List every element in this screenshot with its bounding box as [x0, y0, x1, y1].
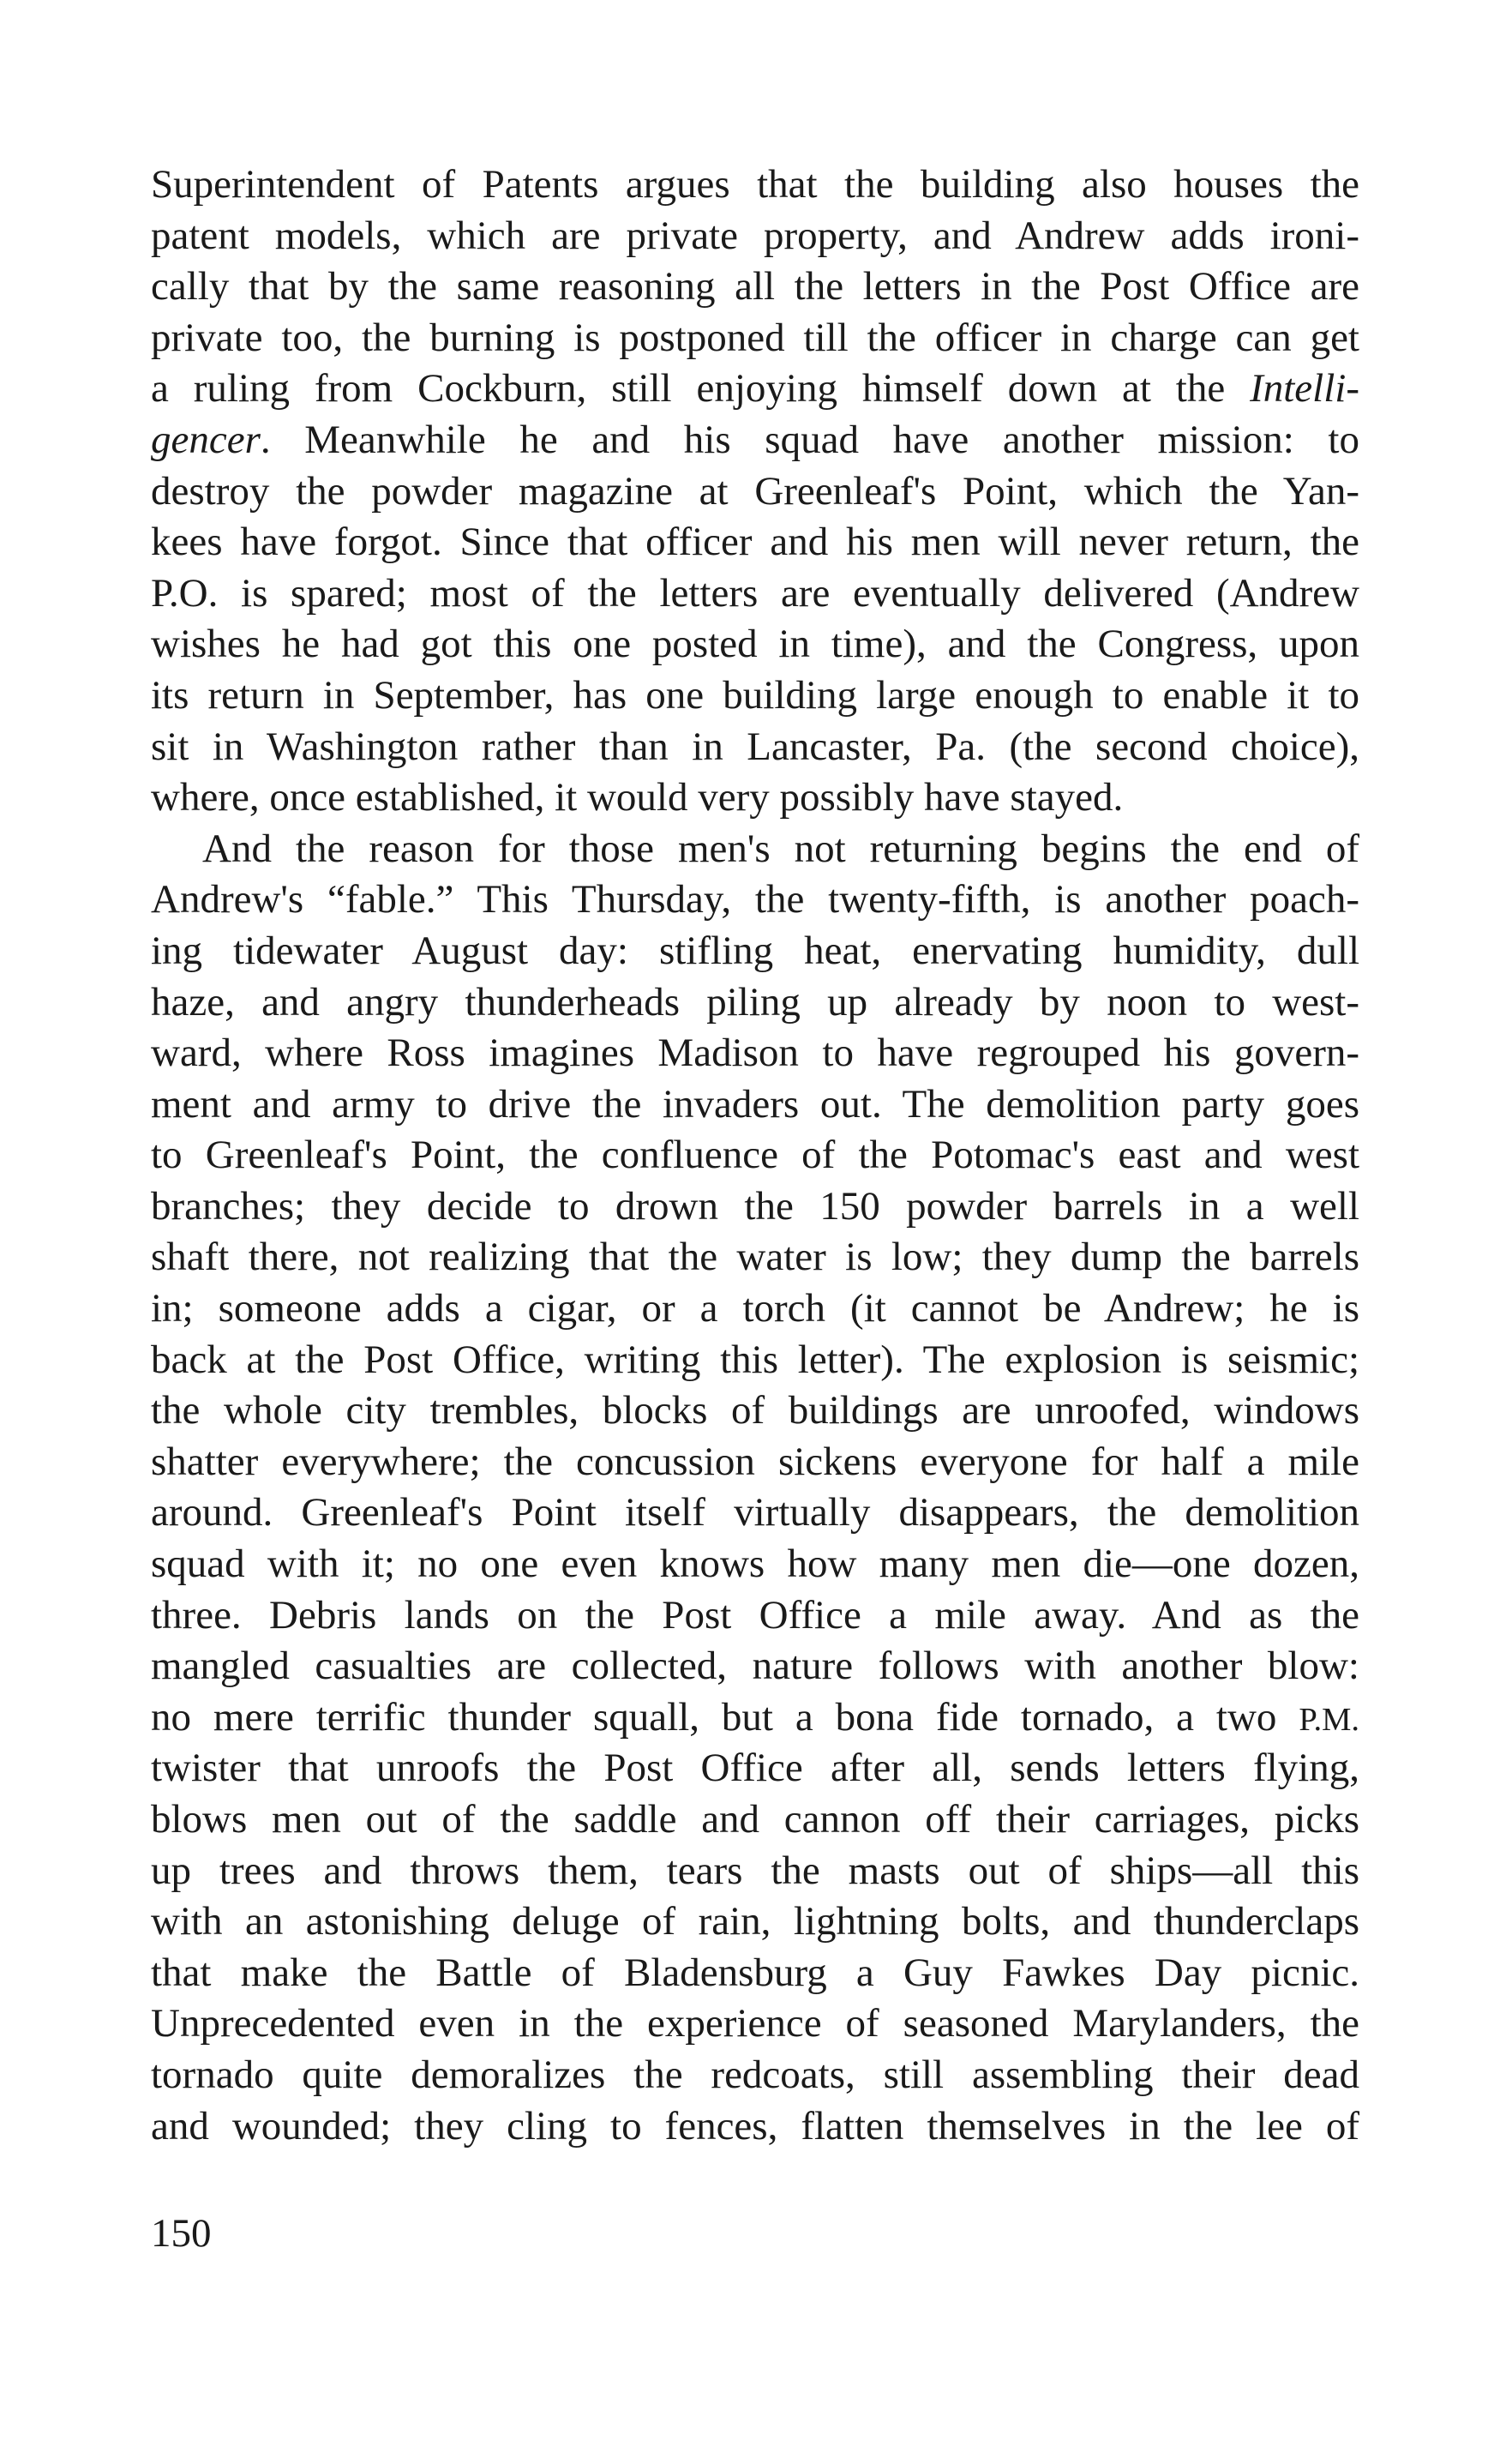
- text-line: shaft there, not realizing that the water is low; they dump the barrels: [151, 1235, 1359, 1280]
- text-line: ing tidewater August day: stifling heat, enervating humidity, dull: [151, 928, 1359, 973]
- text-line: that make the Battle of Bladensburg a Guy Fawkes Day picnic.: [151, 1950, 1359, 1995]
- text-line: ward, where Ross imagines Madison to have regrouped his govern-: [151, 1031, 1359, 1076]
- text-line: no mere terrific thunder squall, but a bona fide tornado, a two P.M.: [151, 1694, 1359, 1740]
- text-line: cally that by the same reasoning all the letters in the Post Office are: [151, 264, 1359, 310]
- text-line: blows men out of the saddle and cannon off their carriages, picks: [151, 1797, 1359, 1842]
- text-line: wishes he had got this one posted in time), and the Congress, upon: [151, 622, 1359, 667]
- text-line: kees have forgot. Since that officer and his men will never return, the: [151, 520, 1359, 565]
- body-text: [151, 159, 1359, 2152]
- text-line: squad with it; no one even knows how many men die—one dozen,: [151, 1542, 1359, 1587]
- text-line: a ruling from Cockburn, still enjoying himself down at the Intelli-: [151, 366, 1359, 412]
- text-line: gencer. Meanwhile he and his squad have another mission: to: [151, 417, 1359, 462]
- text-line: patent models, which are private property, and Andrew adds ironi-: [151, 213, 1359, 258]
- text-line: twister that unroofs the Post Office after all, sends letters flying,: [151, 1746, 1359, 1791]
- text-line: ment and army to drive the invaders out. The demolition party goes: [151, 1081, 1359, 1127]
- text-line: back at the Post Office, writing this letter). The explosion is seismic;: [151, 1337, 1359, 1382]
- text-line: branches; they decide to drown the 150 powder barrels in a well: [151, 1183, 1359, 1229]
- text-line: P.O. is spared; most of the letters are eventually delivered (Andrew: [151, 570, 1359, 616]
- text-line: up trees and throws them, tears the masts out of ships—all this: [151, 1848, 1359, 1893]
- text-line: Unprecedented even in the experience of seasoned Marylanders, the: [151, 2001, 1359, 2046]
- text-line: destroy the powder magazine at Greenleaf's Point, which the Yan-: [151, 468, 1359, 514]
- page-number: 150: [151, 2211, 212, 2256]
- text-line: haze, and angry thunderheads piling up already by noon to west-: [151, 979, 1359, 1025]
- text-line: private too, the burning is postponed till the officer in charge can get: [151, 315, 1359, 360]
- text-line: around. Greenleaf's Point itself virtually disappears, the demolition: [151, 1490, 1359, 1535]
- text-line: where, once established, it would very possibly have stayed.: [151, 775, 1124, 820]
- text-line: Andrew's “fable.” This Thursday, the twenty-fifth, is another poach-: [151, 877, 1359, 922]
- text-line: tornado quite demoralizes the redcoats, still assembling their dead: [151, 2052, 1359, 2097]
- text-line: and wounded; they cling to fences, flatten themselves in the lee of: [151, 2103, 1359, 2148]
- text-line: Superintendent of Patents argues that the building also houses the: [151, 162, 1359, 207]
- text-line: in; someone adds a cigar, or a torch (it cannot be Andrew; he is: [151, 1286, 1359, 1331]
- text-line: three. Debris lands on the Post Office a mile away. And as the: [151, 1592, 1359, 1638]
- text-line: And the reason for those men's not returning begins the end of: [202, 826, 1359, 871]
- text-line: the whole city trembles, blocks of buildings are unroofed, windows: [151, 1388, 1359, 1433]
- text-line: its return in September, has one building large enough to enable it to: [151, 672, 1359, 718]
- text-line: to Greenleaf's Point, the confluence of the Potomac's east and west: [151, 1133, 1359, 1178]
- text-line: sit in Washington rather than in Lancaster, Pa. (the second choice),: [151, 724, 1359, 769]
- text-line: shatter everywhere; the concussion sickens everyone for half a mile: [151, 1439, 1359, 1484]
- text-line: mangled casualties are collected, nature follows with another blow:: [151, 1644, 1359, 1689]
- text-line: with an astonishing deluge of rain, lightning bolts, and thunderclaps: [151, 1899, 1359, 1944]
